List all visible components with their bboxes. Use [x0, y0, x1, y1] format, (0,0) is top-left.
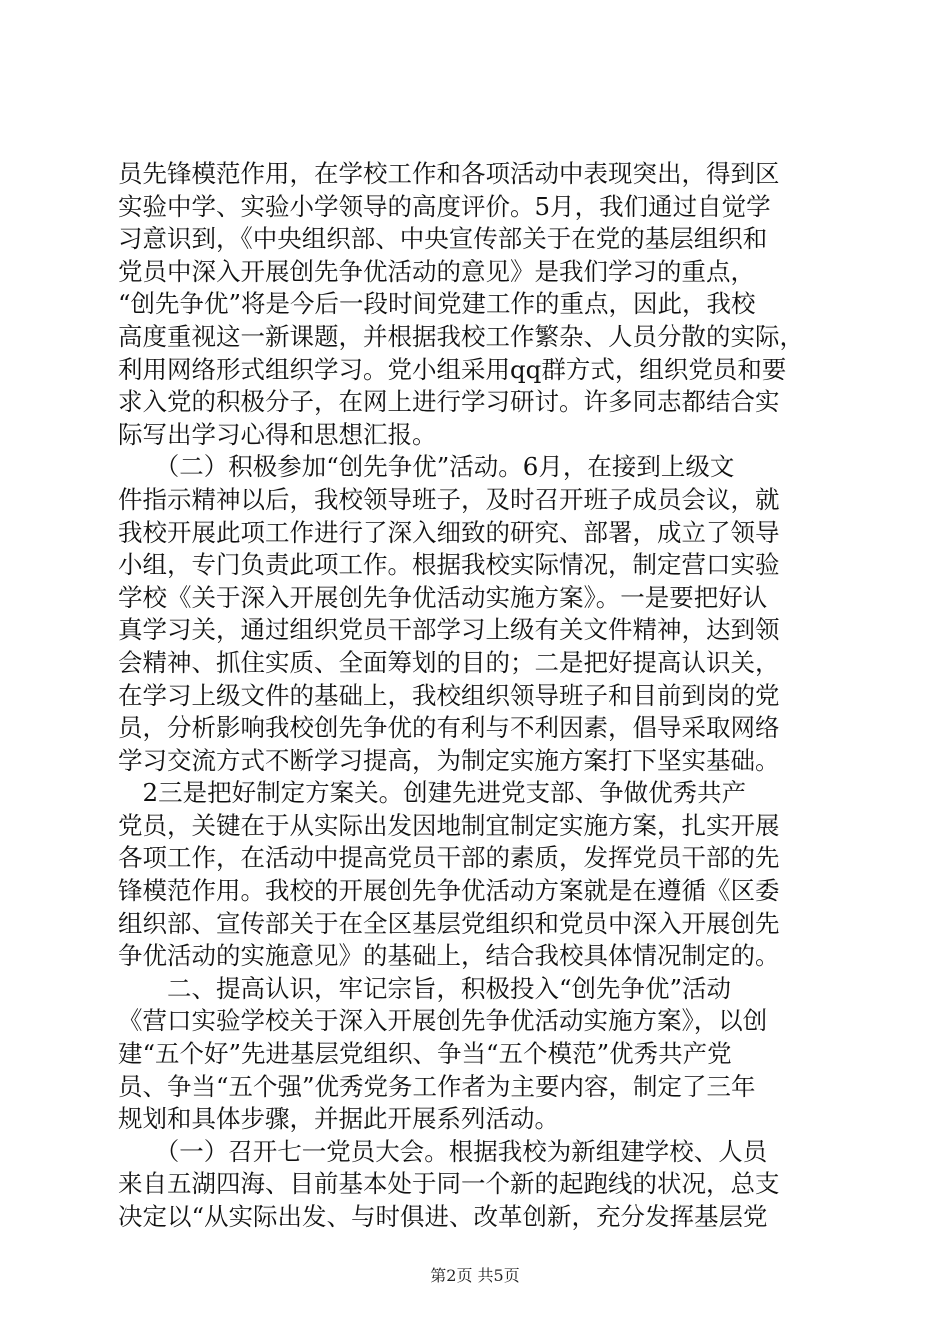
text-line: 真学习关，通过组织党员干部学习上级有关文件精神，达到领	[118, 615, 780, 645]
text-line: 件指示精神以后，我校领导班子，及时召开班子成员会议，就	[118, 484, 780, 514]
text-line: 来自五湖四海、目前基本处于同一个新的起跑线的状况，总支	[118, 1169, 780, 1199]
text-line: 规划和具体步骤，并据此开展系列活动。	[118, 1104, 559, 1134]
text-line: 学校《关于深入开展创先争优活动实施方案》。一是要把好认	[118, 582, 768, 612]
text-line: （二）积极参加“创先争优”活动。6月，在接到上级文	[118, 452, 735, 482]
text-line: 际写出学习心得和思想汇报。	[118, 419, 437, 449]
page-footer: 第2页 共5页	[430, 1266, 520, 1285]
text-line: 在学习上级文件的基础上，我校组织领导班子和目前到岗的党	[118, 680, 780, 710]
text-line: 党员中深入开展创先争优活动的意见》是我们学习的重点，	[118, 256, 755, 286]
text-line: 《营口实验学校关于深入开展创先争优活动实施方案》，以创	[118, 1006, 768, 1036]
text-line: 求入党的积极分子，在网上进行学习研讨。许多同志都结合实	[118, 387, 780, 417]
text-line: 员，分析影响我校创先争优的有利与不利因素，倡导采取网络	[118, 713, 780, 743]
text-line: 各项工作，在活动中提高党员干部的素质，发挥党员干部的先	[118, 843, 780, 873]
text-line: 组织部、宣传部关于在全区基层党组织和党员中深入开展创先	[118, 908, 780, 938]
text-line: 会精神、抓住实质、全面筹划的目的；二是把好提高认识关，	[118, 647, 780, 677]
text-line: 小组，专门负责此项工作。根据我校实际情况，制定营口实验	[118, 550, 780, 580]
text-line: （一）召开七一党员大会。根据我校为新组建学校、人员	[118, 1136, 768, 1166]
text-line: 争优活动的实施意见》的基础上，结合我校具体情况制定的。	[118, 941, 780, 971]
text-line: “创先争优”将是今后一段时间党建工作的重点，因此，我校	[118, 289, 756, 319]
text-line: 利用网络形式组织学习。党小组采用qq群方式，组织党员和要	[118, 354, 787, 384]
text-line: 实验中学、实验小学领导的高度评价。5月，我们通过自觉学	[118, 191, 771, 221]
text-line: 我校开展此项工作进行了深入细致的研究、部署，成立了领导	[118, 517, 780, 547]
text-line: 决定以“从实际出发、与时俱进、改革创新，充分发挥基层党	[118, 1202, 768, 1231]
text-line: 建“五个好”先进基层党组织、争当“五个模范”优秀共产党	[118, 1039, 732, 1069]
text-line: 二、提高认识，牢记宗旨，积极投入“创先争优”活动	[118, 973, 732, 1003]
text-line: 锋模范作用。我校的开展创先争优活动方案就是在遵循《区委	[118, 876, 780, 906]
body-text	[118, 158, 840, 1234]
text-line: 学习交流方式不断学习提高，为制定实施方案打下坚实基础。	[118, 745, 780, 775]
text-line: 习意识到，《中央组织部、中央宣传部关于在党的基层组织和	[118, 224, 768, 254]
text-line: 员、争当“五个强”优秀党务工作者为主要内容，制定了三年	[118, 1071, 756, 1101]
text-line: 2三是把好制定方案关。创建先进党支部、争做优秀共产	[118, 778, 747, 808]
text-line: 党员，关键在于从实际出发因地制宜制定实施方案，扎实开展	[118, 810, 780, 840]
text-line: 员先锋模范作用，在学校工作和各项活动中表现突出，得到区	[118, 159, 780, 188]
text-line: 高度重视这一新课题，并根据我校工作繁杂、人员分散的实际，	[118, 321, 804, 351]
